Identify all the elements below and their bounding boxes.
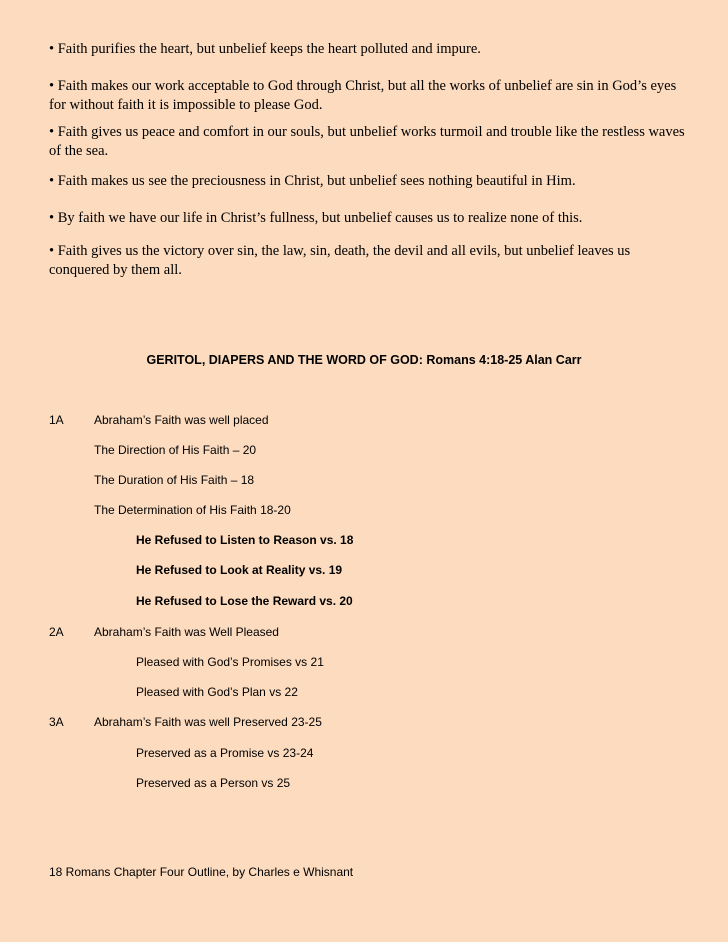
outline-subpoint: Preserved as a Person vs 25 xyxy=(136,776,291,790)
outline-subpoint: Preserved as a Promise vs 23-24 xyxy=(136,746,314,760)
bullet-paragraph: • Faith makes our work acceptable to God through Christ, but all the works of unbelief are sin in God’s eyes for without faith it is impossible to please God. xyxy=(49,78,677,113)
outline-subpoint: Pleased with God’s Promises vs 21 xyxy=(136,655,324,669)
page-footer: 18 Romans Chapter Four Outline, by Charles e Whisnant xyxy=(49,865,354,879)
outline-subpoint: The Determination of His Faith 18-20 xyxy=(94,503,291,517)
outline-number: 3A xyxy=(49,715,64,729)
sermon-title: GERITOL, DIAPERS AND THE WORD OF GOD: Romans 4:18-25 Alan Carr xyxy=(146,353,582,367)
outline-number: 1A xyxy=(49,413,64,427)
outline-heading: Abraham’s Faith was Well Pleased xyxy=(94,625,279,639)
outline-subpoint: The Duration of His Faith – 18 xyxy=(94,473,255,487)
outline-heading: Abraham’s Faith was well placed xyxy=(94,413,269,427)
outline-subsubpoint: He Refused to Look at Reality vs. 19 xyxy=(136,563,343,577)
bullet-paragraph: • By faith we have our life in Christ’s fullness, but unbelief causes us to realize none of this. xyxy=(49,210,583,226)
outline-subsubpoint: He Refused to Listen to Reason vs. 18 xyxy=(136,533,354,547)
bullet-paragraph: • Faith makes us see the preciousness in Christ, but unbelief sees nothing beautiful in Him. xyxy=(49,173,576,189)
outline-subsubpoint: He Refused to Lose the Reward vs. 20 xyxy=(136,594,353,608)
bullet-paragraph: • Faith purifies the heart, but unbelief keeps the heart polluted and impure. xyxy=(49,41,481,57)
bullet-paragraph: • Faith gives us the victory over sin, the law, sin, death, the devil and all evils, but unbelief leaves us conquered by them all. xyxy=(49,243,631,278)
outline-heading: Abraham’s Faith was well Preserved 23-25 xyxy=(94,715,322,729)
outline-number: 2A xyxy=(49,625,64,639)
outline-subpoint: Pleased with God’s Plan vs 22 xyxy=(136,685,298,699)
outline-subpoint: The Direction of His Faith – 20 xyxy=(94,443,257,457)
bullet-paragraph: • Faith gives us peace and comfort in our souls, but unbelief works turmoil and trouble like the restless waves of the sea. xyxy=(49,124,685,159)
